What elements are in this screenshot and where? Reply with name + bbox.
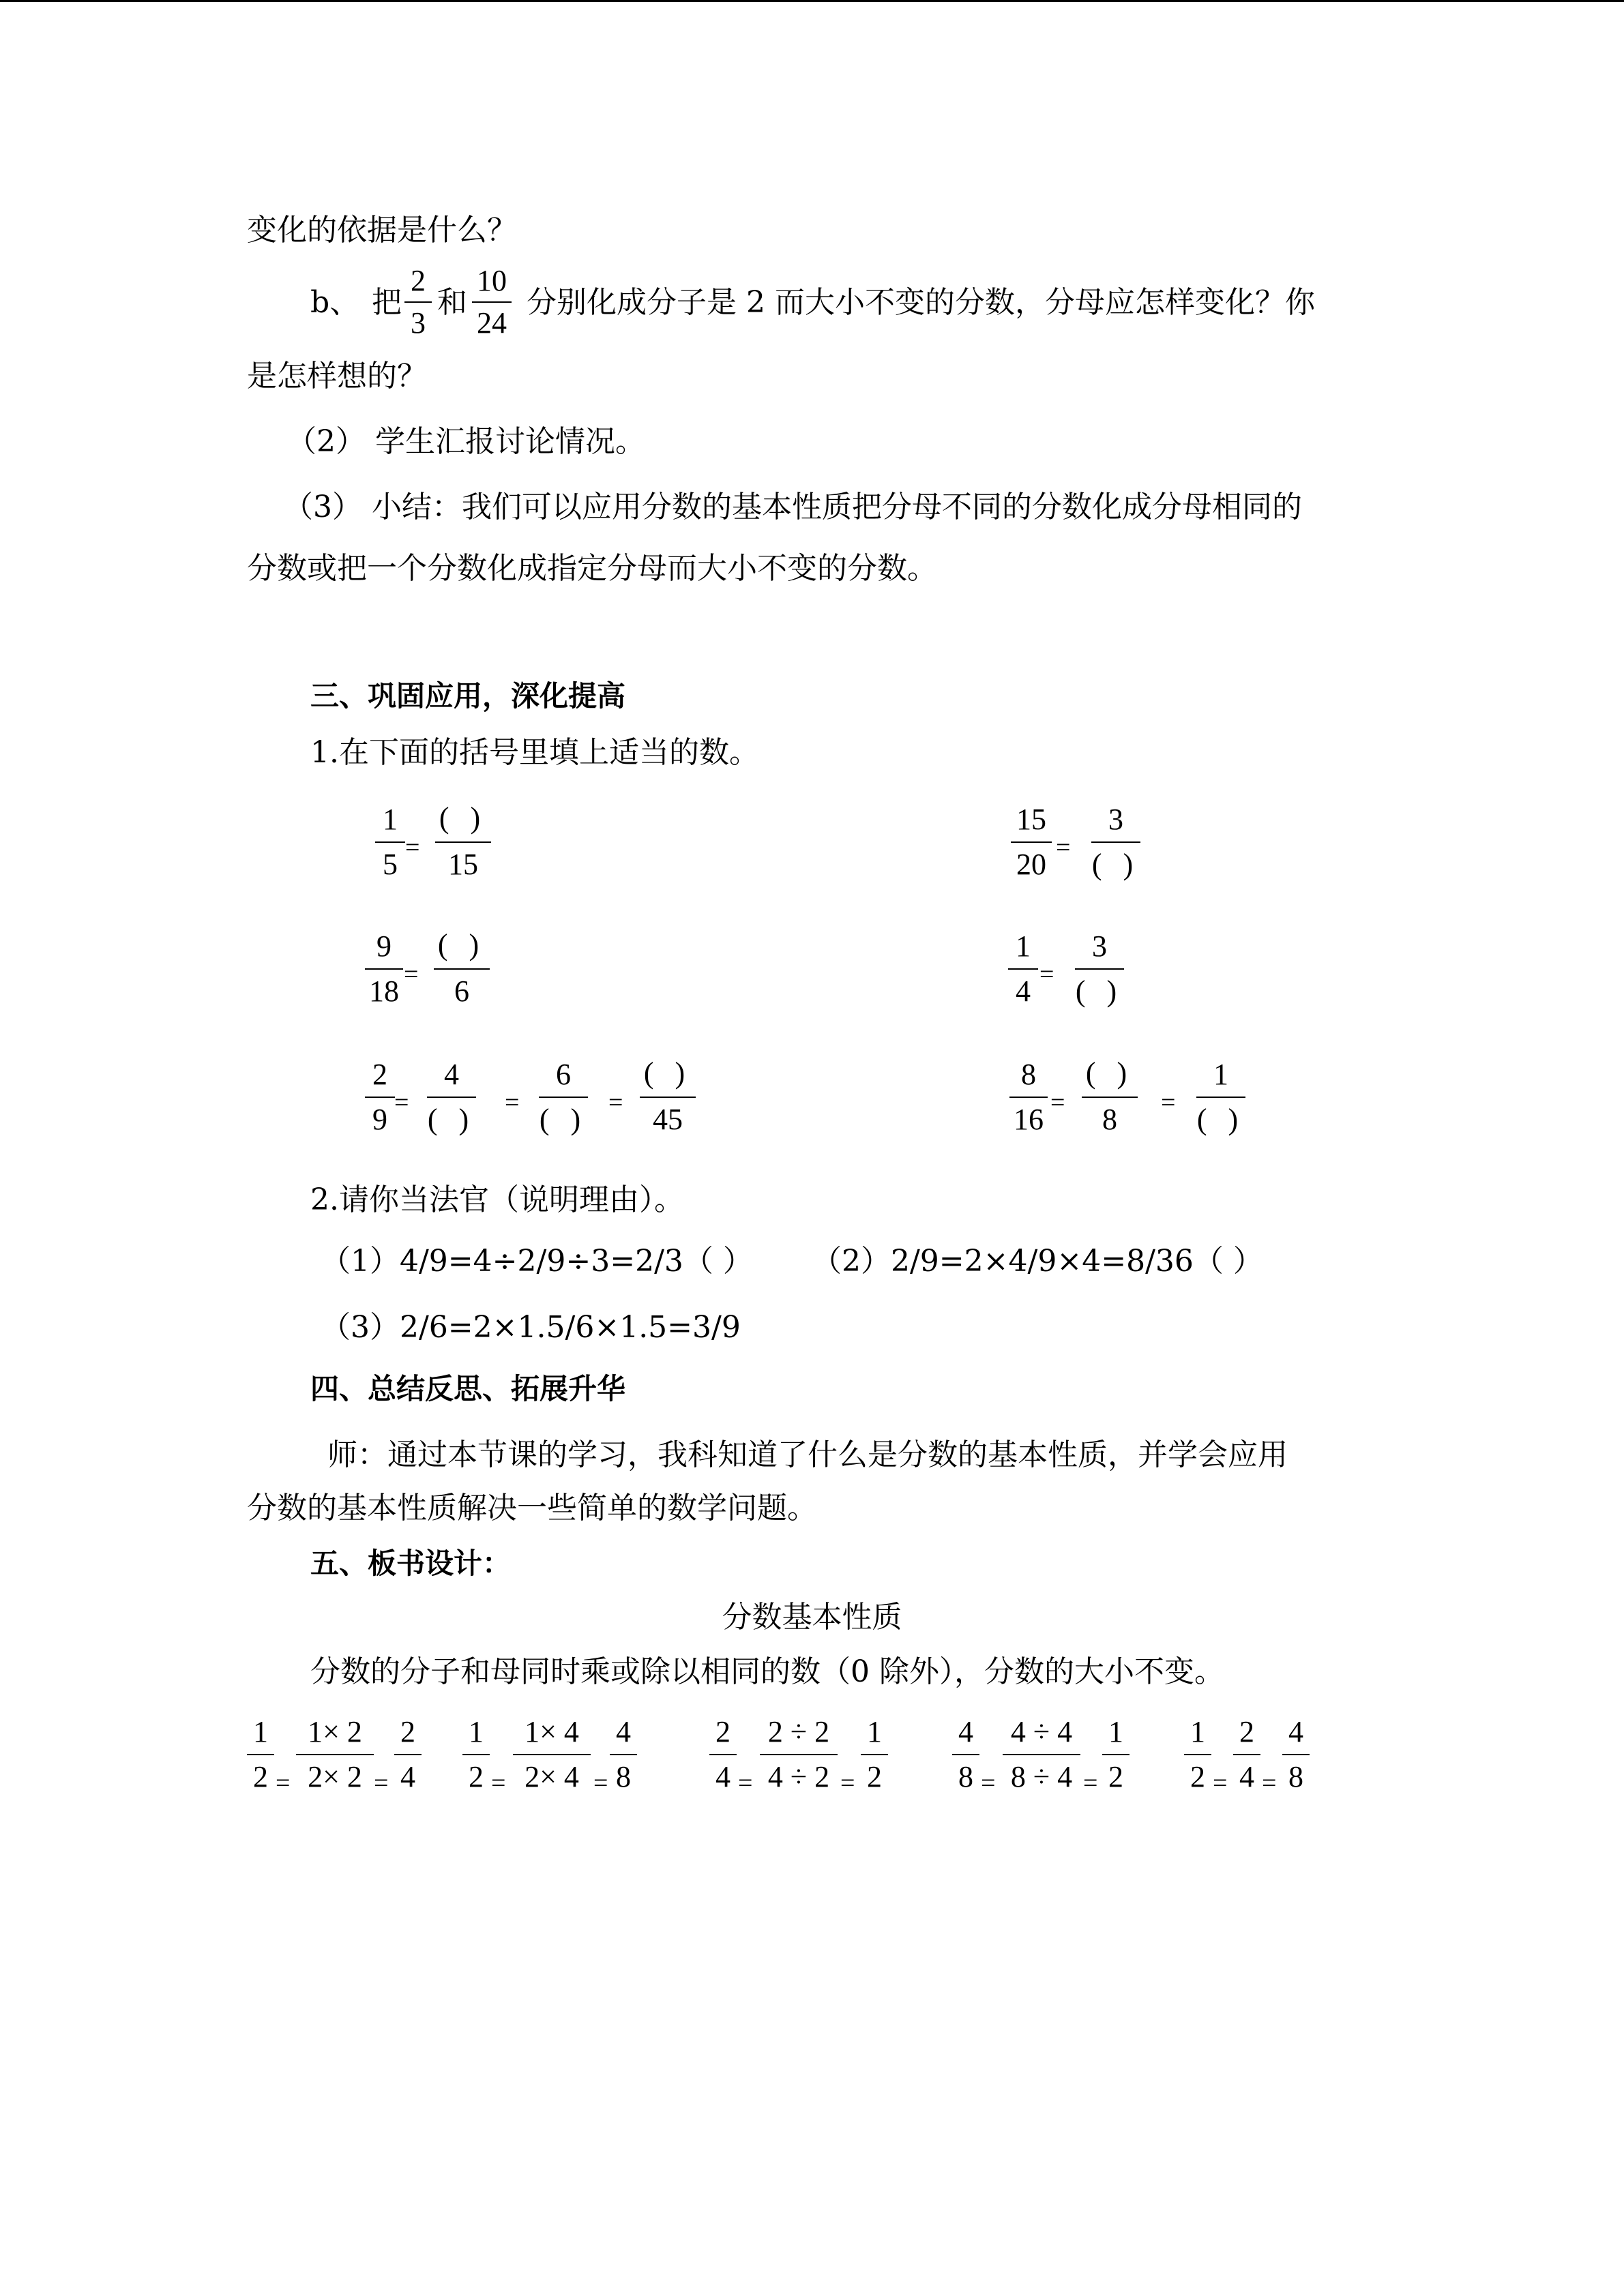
numerator: 1 xyxy=(1190,1715,1205,1748)
equals-sign: = xyxy=(593,1769,608,1798)
equals-sign: = xyxy=(840,1769,855,1798)
exercise-1b-fraction-left xyxy=(1011,805,1052,886)
board-example-2-fraction-2 xyxy=(513,1717,591,1799)
exercise-1d-fraction-left xyxy=(1008,931,1038,1013)
board-example-1-fraction-1 xyxy=(247,1717,274,1799)
denominator: 2× 2 xyxy=(308,1760,362,1793)
denominator: 4 xyxy=(1239,1760,1254,1793)
denominator: 20 xyxy=(1016,848,1046,881)
denominator: 5 xyxy=(383,848,398,881)
denominator: 16 xyxy=(1014,1103,1044,1136)
numerator: 2 xyxy=(715,1715,730,1748)
denominator: 6 xyxy=(454,974,469,1008)
denominator: 4 xyxy=(400,1760,415,1793)
judge-item-1: （1）4/9=4÷2/9÷3=2/3（ ） xyxy=(321,1244,753,1279)
fraction-bar xyxy=(709,1754,737,1755)
step-2: （2） 学生汇报讨论情况。 xyxy=(286,424,645,459)
blank-parentheses: ( ) xyxy=(1196,1103,1245,1136)
exercise-1a-fraction-right xyxy=(435,803,491,886)
numerator: 4 xyxy=(1288,1715,1303,1748)
numerator: 4 ÷ 4 xyxy=(1010,1715,1073,1748)
section-4-heading: 四、总结反思、拓展升华 xyxy=(310,1372,626,1405)
section-3-heading: 三、巩固应用，深化提高 xyxy=(310,679,626,713)
fraction-bar xyxy=(861,1754,888,1755)
fraction-bar xyxy=(1091,841,1140,843)
fraction-bar xyxy=(760,1754,838,1755)
fraction-bar xyxy=(1011,841,1052,843)
exercise-1e-fraction-1 xyxy=(365,1060,395,1142)
question-b-continuation: 是怎样想的？ xyxy=(247,359,427,393)
exercise-1e-fraction-3 xyxy=(539,1060,588,1148)
board-rule: 分数的分子和母同时乘或除以相同的数（0 除外），分数的大小不变。 xyxy=(310,1654,1224,1689)
numerator: 1 xyxy=(253,1715,268,1748)
equals-sign: = xyxy=(608,1088,623,1117)
numerator: 1 xyxy=(1108,1715,1123,1748)
exercise-1f-fraction-3 xyxy=(1196,1060,1245,1148)
fraction-bar xyxy=(1003,1754,1080,1755)
denominator: 2 xyxy=(469,1760,484,1793)
numerator: 2 xyxy=(372,1058,387,1091)
numerator: 2 ÷ 2 xyxy=(767,1715,830,1748)
denominator: 8 ÷ 4 xyxy=(1010,1760,1073,1793)
equals-sign: = xyxy=(981,1769,996,1798)
numerator: 1× 4 xyxy=(525,1715,579,1748)
board-example-2-fraction-1 xyxy=(462,1717,490,1799)
question-b-he: 和 xyxy=(437,285,467,320)
denominator: 4 xyxy=(1016,974,1031,1008)
fraction-bar xyxy=(375,841,405,843)
denominator: 45 xyxy=(653,1103,683,1136)
fraction-bar xyxy=(404,301,432,303)
fraction-bar xyxy=(427,1097,476,1098)
fraction-bar xyxy=(640,1097,696,1098)
section-5-heading: 五、板书设计： xyxy=(310,1547,512,1580)
equals-sign: = xyxy=(1050,1088,1065,1117)
fraction-bar xyxy=(1009,1097,1048,1098)
exercise-2-prompt: 2.请你当法官（说明理由）。 xyxy=(310,1182,684,1217)
board-example-2-fraction-3 xyxy=(610,1717,637,1799)
blank-parentheses: ( ) xyxy=(437,928,486,961)
fraction-bar xyxy=(462,1754,490,1755)
fraction-bar xyxy=(1102,1754,1130,1755)
numerator: 6 xyxy=(556,1058,571,1091)
board-example-1-fraction-3 xyxy=(394,1717,422,1799)
blank-parentheses: ( ) xyxy=(539,1103,588,1136)
denominator: 2× 4 xyxy=(525,1760,579,1793)
fraction-bar xyxy=(539,1097,588,1098)
denominator: 3 xyxy=(411,306,426,340)
numerator: 2 xyxy=(411,264,426,297)
equals-sign: = xyxy=(1083,1769,1098,1798)
exercise-1f-fraction-1 xyxy=(1009,1060,1048,1142)
exercise-1e-fraction-4 xyxy=(640,1058,696,1142)
denominator: 4 ÷ 2 xyxy=(767,1760,830,1793)
numerator: 8 xyxy=(1021,1058,1036,1091)
denominator: 9 xyxy=(372,1103,387,1136)
board-example-4-fraction-1 xyxy=(952,1717,979,1799)
numerator: 4 xyxy=(444,1058,459,1091)
exercise-1c-fraction-right xyxy=(434,930,490,1013)
denominator: 15 xyxy=(448,848,478,881)
fraction-bar xyxy=(952,1754,979,1755)
exercise-1-prompt: 1.在下面的括号里填上适当的数。 xyxy=(310,735,759,770)
numerator: 1× 2 xyxy=(308,1715,362,1748)
denominator: 4 xyxy=(715,1760,730,1793)
equals-sign: = xyxy=(1161,1088,1176,1117)
board-example-3-fraction-1 xyxy=(709,1717,737,1799)
fraction-10-24 xyxy=(472,266,512,341)
question-b-rest: 分别化成分子是 2 而大小不变的分数，分母应怎样变化？你 xyxy=(527,285,1315,320)
denominator: 2 xyxy=(253,1760,268,1793)
fraction-bar xyxy=(1233,1754,1260,1755)
blank-parentheses: ( ) xyxy=(1091,848,1140,881)
question-b-ba: 把 xyxy=(372,285,402,320)
board-example-3-fraction-3 xyxy=(861,1717,888,1799)
fraction-bar xyxy=(394,1754,422,1755)
board-title: 分数基本性质 xyxy=(722,1600,902,1635)
fraction-bar xyxy=(1282,1754,1310,1755)
denominator: 2 xyxy=(867,1760,882,1793)
board-example-5-fraction-1 xyxy=(1184,1717,1211,1799)
fraction-bar xyxy=(435,841,491,843)
numerator: 1 xyxy=(1213,1058,1228,1091)
fraction-bar xyxy=(472,301,512,303)
denominator: 8 xyxy=(1102,1103,1117,1136)
numerator: 15 xyxy=(1016,803,1046,836)
fraction-bar xyxy=(247,1754,274,1755)
fraction-bar xyxy=(365,1097,395,1098)
equals-sign: = xyxy=(738,1769,753,1798)
blank-parentheses: ( ) xyxy=(427,1103,476,1136)
exercise-1c-fraction-left xyxy=(365,931,403,1013)
denominator: 8 xyxy=(1288,1760,1303,1793)
blank-parentheses: ( ) xyxy=(439,801,488,835)
blank-parentheses: ( ) xyxy=(1075,974,1124,1008)
equals-sign: = xyxy=(404,960,419,989)
blank-parentheses: ( ) xyxy=(1085,1056,1134,1090)
equals-sign: = xyxy=(1056,833,1071,862)
numerator: 2 xyxy=(400,1715,415,1748)
equals-sign: = xyxy=(394,1088,409,1117)
equals-sign: = xyxy=(1262,1769,1277,1798)
fraction-bar xyxy=(1082,1097,1138,1098)
question-b-label: b、 xyxy=(310,285,360,320)
numerator: 1 xyxy=(1016,929,1031,963)
numerator: 2 xyxy=(1239,1715,1254,1748)
numerator: 10 xyxy=(477,264,507,297)
denominator: 24 xyxy=(477,306,507,340)
exercise-1a-fraction-left xyxy=(375,805,405,886)
denominator: 2 xyxy=(1190,1760,1205,1793)
numerator: 1 xyxy=(867,1715,882,1748)
teacher-summary-line-1: 师：通过本节课的学习，我科知道了什么是分数的基本性质，并学会应用 xyxy=(327,1437,1288,1472)
fraction-bar xyxy=(610,1754,637,1755)
numerator: 1 xyxy=(469,1715,484,1748)
denominator: 8 xyxy=(616,1760,631,1793)
judge-item-2: （2）2/9=2×4/9×4=8/36（ ） xyxy=(812,1244,1263,1279)
fraction-bar xyxy=(365,968,403,970)
board-example-5-fraction-3 xyxy=(1282,1717,1310,1799)
fraction-bar xyxy=(513,1754,591,1755)
exercise-1b-fraction-right xyxy=(1091,805,1140,893)
numerator: 4 xyxy=(616,1715,631,1748)
equals-sign: = xyxy=(491,1769,506,1798)
board-example-5-fraction-2 xyxy=(1233,1717,1260,1799)
summary-line-2: 分数或把一个分数化成指定分母而大小不变的分数。 xyxy=(247,551,937,586)
fraction-bar xyxy=(434,968,490,970)
board-example-3-fraction-2 xyxy=(760,1717,838,1799)
board-example-1-fraction-2 xyxy=(296,1717,374,1799)
fraction-2-3 xyxy=(404,266,432,341)
denominator: 2 xyxy=(1108,1760,1123,1793)
numerator: 9 xyxy=(377,929,392,963)
fraction-bar xyxy=(1008,968,1038,970)
fraction-bar xyxy=(296,1754,374,1755)
equals-sign: = xyxy=(1039,960,1054,989)
exercise-1d-fraction-right xyxy=(1075,931,1124,1020)
equals-sign: = xyxy=(505,1088,520,1117)
equals-sign: = xyxy=(405,833,420,862)
equals-sign: = xyxy=(276,1769,291,1798)
board-example-4-fraction-3 xyxy=(1102,1717,1130,1799)
numerator: 1 xyxy=(383,803,398,836)
exercise-1e-fraction-2 xyxy=(427,1060,476,1148)
page-top-border xyxy=(0,0,1624,2)
fraction-bar xyxy=(1196,1097,1245,1098)
equals-sign: = xyxy=(374,1769,389,1798)
judge-item-3: （3）2/6=2×1.5/6×1.5=3/9 xyxy=(321,1310,741,1345)
denominator: 8 xyxy=(958,1760,973,1793)
numerator: 3 xyxy=(1108,803,1123,836)
denominator: 18 xyxy=(369,974,399,1008)
numerator: 4 xyxy=(958,1715,973,1748)
blank-parentheses: ( ) xyxy=(643,1056,692,1090)
fraction-bar xyxy=(1075,968,1124,970)
board-example-4-fraction-2 xyxy=(1003,1717,1080,1799)
equals-sign: = xyxy=(1213,1769,1228,1798)
intro-line-1: 变化的依据是什么？ xyxy=(247,213,517,248)
summary-line-1: （3） 小结：我们可以应用分数的基本性质把分母不同的分数化成分母相同的 xyxy=(283,490,1302,524)
fraction-bar xyxy=(1184,1754,1211,1755)
numerator: 3 xyxy=(1092,929,1107,963)
exercise-1f-fraction-2 xyxy=(1082,1058,1138,1142)
teacher-summary-line-2: 分数的基本性质解决一些简单的数学问题。 xyxy=(247,1491,817,1525)
